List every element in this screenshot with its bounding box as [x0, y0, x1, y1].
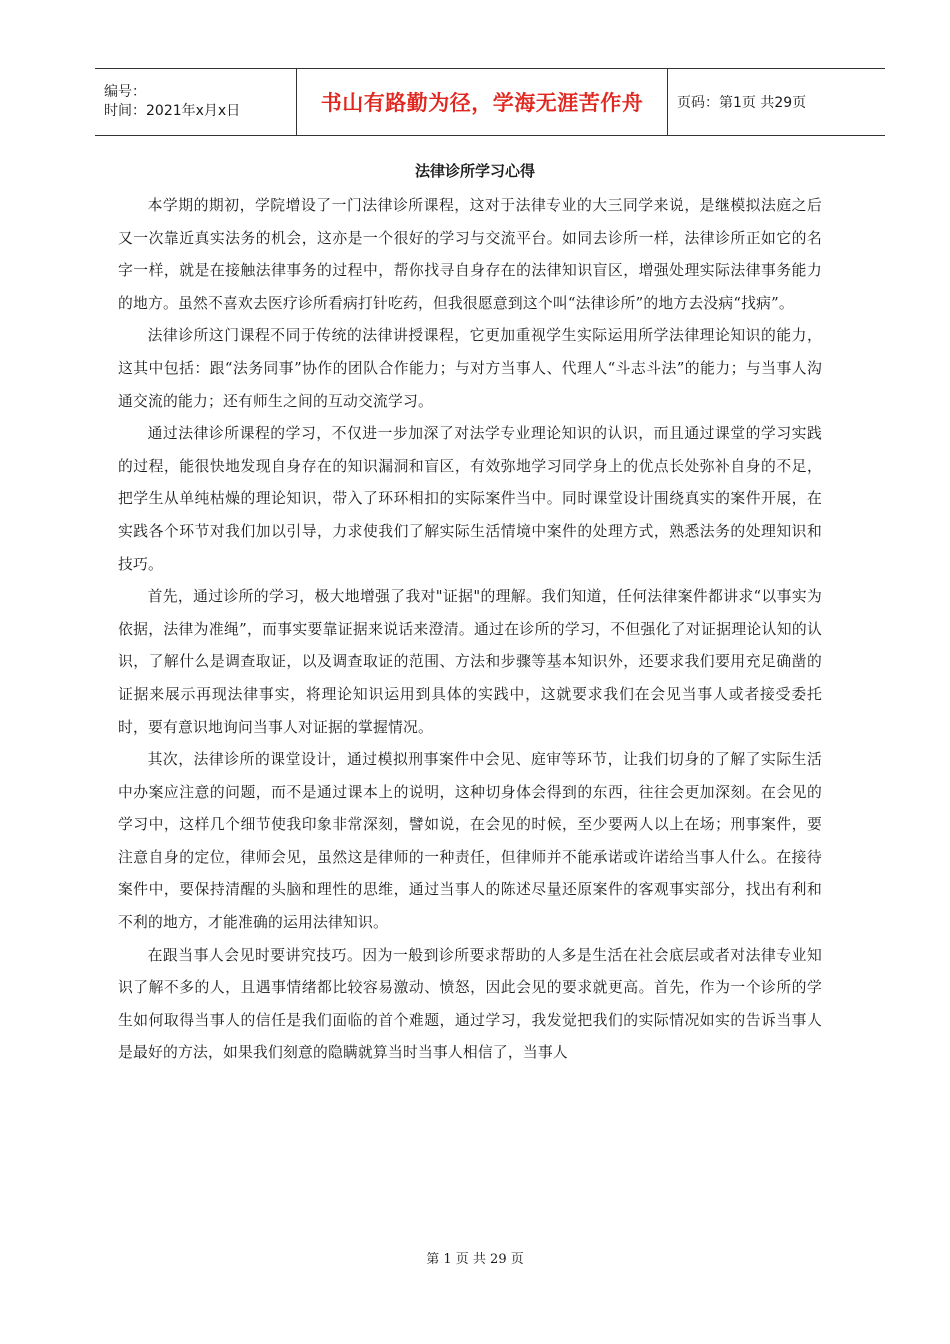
paragraph: 法律诊所这门课程不同于传统的法律讲授课程，它更加重视学生实际运用所学法律理论知识的能力，这其中包括：跟“法务同事”协作的团队合作能力；与对方当事人、代理人“斗志斗法”的能力；与当事人沟通交流的能力；还有师生之间的互动交流学习。 [118, 327, 822, 410]
paragraph: 首先，通过诊所的学习，极大地增强了我对"证据"的理解。我们知道，任何法律案件都讲求“以事实为依据，法律为准绳”，而事实要靠证据来说话来澄清。通过在诊所的学习，不但强化了对证据理论认知的认识，了解什么是调查取证，以及调查取证的范围、方法和步骤等基本知识外，还要求我们要用充足确凿的证据来展示再现法律事实，将理论知识运用到具体的实践中，这就要求我们在会见当事人或者接受委托时，要有意识地询问当事人对证据的掌握情况。 [118, 588, 822, 736]
document-title: 法律诊所学习心得 [414, 162, 535, 180]
header-motto-cell [296, 69, 668, 135]
motto-text: 书山有路勤为径，学海无涯苦作舟 [320, 91, 644, 115]
document-header [95, 68, 885, 136]
number-label: 编号： [104, 84, 146, 100]
paragraph: 在跟当事人会见时要讲究技巧。因为一般到诊所要求帮助的人多是生活在社会底层或者对法律专业知识了解不多的人，且遇事情绪都比较容易激动、愤怒，因此会见的要求就更高。首先，作为一个诊所的学生如何取得当事人的信任是我们面临的首个难题，通过学习，我发觉把我们的实际情况如实的告诉当事人是最好的方法，如果我们刻意的隐瞒就算当时当事人相信了，当事人 [118, 946, 822, 1062]
page-footer: 第 1 页 共 29 页 [426, 1252, 524, 1267]
paragraph: 本学期的期初，学院增设了一门法律诊所课程，这对于法律专业的大三同学来说，是继模拟法庭之后又一次靠近真实法务的机会，这亦是一个很好的学习与交流平台。如同去诊所一样，法律诊所正如它的名字一样，就是在接触法律事务的过程中，帮你找寻自身存在的法律知识盲区，增强处理实际法律事务能力的地方。虽然不喜欢去医疗诊所看病打针吃药，但我很愿意到这个叫“法律诊所”的地方去没病“找病”。 [118, 197, 822, 312]
header-page-info [668, 69, 885, 135]
paragraph: 通过法律诊所课程的学习，不仅进一步加深了对法学专业理论知识的认识，而且通过课堂的学习实践的过程，能很快地发现自身存在的知识漏洞和盲区，有效弥地学习同学身上的优点长处弥补自身的不足，把学生从单纯枯燥的理论知识，带入了环环相扣的实际案件当中。同时课堂设计围绕真实的案件开展，在实践各个环节对我们加以引导，力求使我们了解实际生活情境中案件的处理方式，熟悉法务的处理知识和技巧。 [118, 425, 822, 573]
time-label: 时间：2021年x月x日 [104, 103, 241, 119]
header-meta [95, 69, 296, 135]
document-body [118, 190, 822, 1070]
page-info-text: 页码：第1页 共29页 [677, 95, 807, 111]
paragraph: 其次，法律诊所的课堂设计，通过模拟刑事案件中会见、庭审等环节，让我们切身的了解了实际生活中办案应注意的问题，而不是通过课本上的说明，这种切身体会得到的东西，往往会更加深刻。在会见的学习中，这样几个细节使我印象非常深刻，譬如说，在会见的时候，至少要两人以上在场；刑事案件，要注意自身的定位，律师会见，虽然这是律师的一种责任，但律师并不能承诺或许诺给当事人什么。在接待案件中，要保持清醒的头脑和理性的思维，通过当事人的陈述尽量还原案件的客观事实部分，找出有利和不利的地方，才能准确的运用法律知识。 [118, 751, 822, 932]
